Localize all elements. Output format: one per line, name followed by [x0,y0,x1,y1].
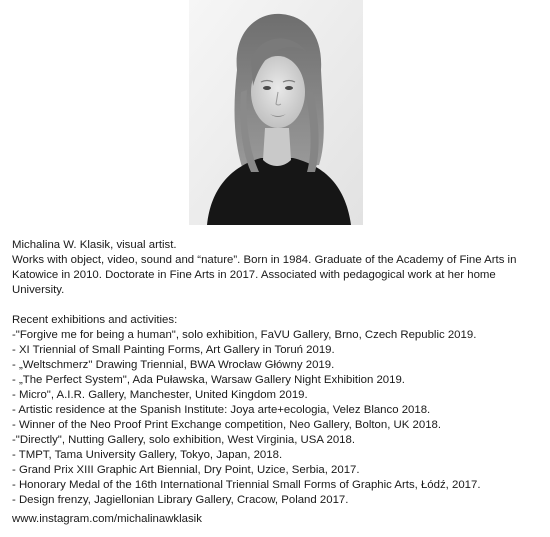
list-item: - Winner of the Neo Proof Print Exchange competition, Neo Gallery, Bolton, UK 2018. [12,419,442,431]
spacer [12,298,542,313]
list-item: - Artistic residence at the Spanish Institute: Joya arte+ecologia, Velez Blanco 2018. [12,404,431,416]
exhibitions-heading: Recent exhibitions and activities: [12,314,178,326]
list-item: - Design frenzy, Jagiellonian Library Gallery, Cracow, Poland 2017. [12,494,349,506]
instagram-link[interactable]: www.instagram.com/michalinawklasik [12,513,202,525]
artist-description: Works with object, video, sound and “nature”. Born in 1984. Graduate of the Academy of Fine Arts in Katowice in 2010. Doctorate in Fine Arts in 2017. Associated with pedagogical work at her home University. [12,254,517,296]
exhibitions-list [12,328,542,508]
list-item: - Honorary Medal of the 16th International Triennial Small Forms of Graphic Arts, Łódź, 2017. [12,479,481,491]
artist-name-line: Michalina W. Klasik, visual artist. [12,239,177,251]
list-item: - XI Triennial of Small Painting Forms, Art Gallery in Toruń 2019. [12,344,335,356]
list-item: - „The Perfect System", Ada Puławska, Warsaw Gallery Night Exhibition 2019. [12,374,405,386]
list-item: - Grand Prix XIII Graphic Art Biennial, Dry Point, Uzice, Serbia, 2017. [12,464,360,476]
list-item: - Micro", A.I.R. Gallery, Manchester, United Kingdom 2019. [12,389,308,401]
list-item: -"Directly", Nutting Gallery, solo exhibition, West Virginia, USA 2018. [12,434,355,446]
bio-section [12,238,542,508]
list-item: -"Forgive me for being a human", solo exhibition, FaVU Gallery, Brno, Czech Republic 2019. [12,329,477,341]
list-item: - „Weltschmerz" Drawing Triennial, BWA Wrocław Główny 2019. [12,359,335,371]
list-item: - TMPT, Tama University Gallery, Tokyo, Japan, 2018. [12,449,283,461]
portrait-photo [189,0,363,225]
